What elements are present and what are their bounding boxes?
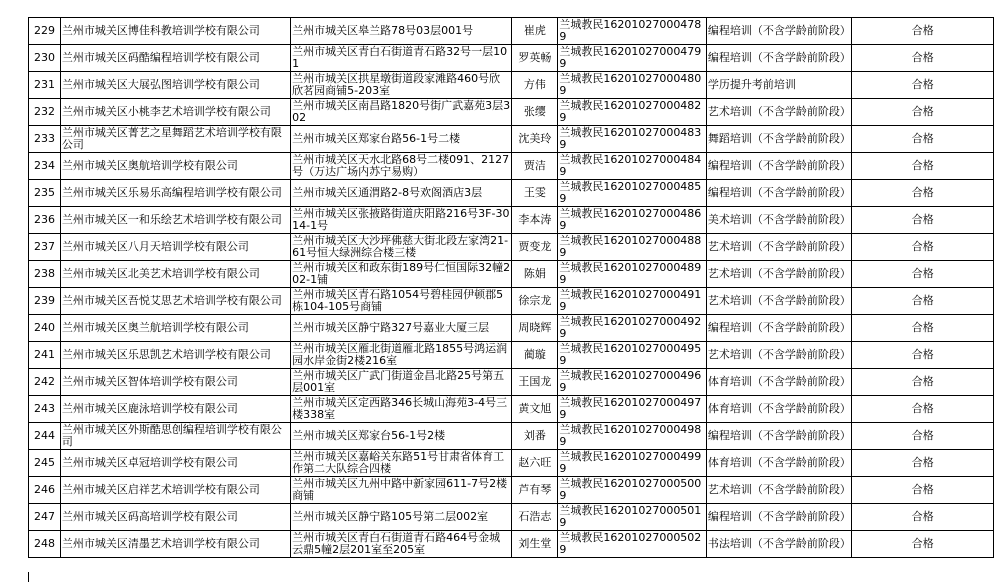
license-number-cell: 兰城教民162010270004849: [558, 153, 707, 180]
result-cell: 合格: [852, 288, 994, 315]
training-scope-cell: 编程培训（不含学龄前阶段）: [706, 153, 852, 180]
address-cell: 兰州市城关区通渭路2-8号欢阁酒店3层: [291, 180, 512, 207]
table-row: [29, 531, 994, 558]
address-cell: 兰州市城关区嘉峪关东路51号甘肃省体育工作第二大队综合四楼: [291, 450, 512, 477]
org-name-cell: 兰州市城关区智体培训学校有限公司: [60, 369, 290, 396]
license-number-cell: 兰城教民162010270004859: [558, 180, 707, 207]
org-name-cell: 兰州市城关区启祥艺术培训学校有限公司: [60, 477, 290, 504]
training-scope-cell: 学历提升考前培训: [706, 72, 852, 99]
license-number-cell: 兰城教民162010270004969: [558, 369, 707, 396]
result-cell: 合格: [852, 126, 994, 153]
license-number-cell: 兰城教民162010270004869: [558, 207, 707, 234]
license-number-cell: 兰城教民162010270005029: [558, 531, 707, 558]
legal-person-cell: 方伟: [512, 72, 558, 99]
legal-person-cell: 王雯: [512, 180, 558, 207]
license-number-cell: 兰城教民162010270004899: [558, 261, 707, 288]
table-row: [29, 261, 994, 288]
result-cell: 合格: [852, 369, 994, 396]
org-name-cell: 兰州市城关区奥兰航培训学校有限公司: [60, 315, 290, 342]
training-scope-cell: 美术培训（不含学龄前阶段）: [706, 207, 852, 234]
legal-person-cell: 沈美玲: [512, 126, 558, 153]
result-cell: 合格: [852, 45, 994, 72]
row-number-cell: 243: [29, 396, 61, 423]
training-scope-cell: 舞蹈培训（不含学龄前阶段）: [706, 126, 852, 153]
address-cell: 兰州市城关区南昌路1820号街广武嘉苑3层302: [292, 99, 511, 124]
training-scope-cell: 编程培训（不含学龄前阶段）: [706, 18, 852, 45]
address-cell: 兰州市城关区皋兰路78号03层001号: [291, 18, 512, 45]
org-name-cell: 兰州市城关区吾悦艾思艺术培训学校有限公司: [60, 288, 290, 315]
legal-person-cell: 陈娟: [512, 261, 558, 288]
training-scope-cell: 艺术培训（不含学龄前阶段）: [706, 99, 852, 126]
org-name-cell: 兰州市城关区大展弘图培训学校有限公司: [60, 72, 290, 99]
legal-person-cell: 蔺璇: [512, 342, 558, 369]
address-cell: 兰州市城关区定西路346长城山海苑3-4号三楼338室: [291, 396, 512, 423]
table-row: [29, 423, 994, 450]
license-number-cell: 兰城教民162010270005009: [558, 477, 707, 504]
table-row: [29, 207, 994, 234]
legal-person-cell: 徐宗龙: [512, 288, 558, 315]
address-cell: 兰州市城关区拱星墩街道段家滩路460号欣欣茗园商铺5-203室: [291, 72, 512, 99]
training-scope-cell: 编程培训（不含学龄前阶段）: [706, 180, 852, 207]
license-number-cell: 兰城教民162010270004979: [558, 396, 707, 423]
result-cell: 合格: [852, 207, 994, 234]
table-row: [29, 153, 994, 180]
table-row: [29, 288, 994, 315]
result-cell: 合格: [852, 18, 994, 45]
legal-person-cell: 刘生堂: [512, 531, 558, 558]
table-row: [29, 450, 994, 477]
result-cell: 合格: [852, 531, 994, 558]
result-cell: 合格: [852, 396, 994, 423]
legal-person-cell: 黄文旭: [512, 396, 558, 423]
legal-person-cell: 李本涛: [512, 207, 558, 234]
row-number-cell: 233: [29, 126, 61, 153]
table-row: [29, 72, 994, 99]
training-scope-cell: 艺术培训（不含学龄前阶段）: [706, 477, 852, 504]
license-number-cell: 兰城教民162010270004809: [558, 72, 707, 99]
row-number-cell: 236: [29, 207, 61, 234]
org-name-cell: 兰州市城关区八月天培训学校有限公司: [60, 234, 290, 261]
row-number-cell: 238: [29, 261, 61, 288]
legal-person-cell: 罗英畅: [512, 45, 558, 72]
license-number-cell: 兰城教民162010270005019: [558, 504, 707, 531]
row-number-cell: 232: [29, 99, 61, 126]
address-cell: 兰州市城关区郑家台路56-1号二楼: [291, 126, 512, 153]
row-number-cell: 237: [29, 234, 61, 261]
legal-person-cell: 王国龙: [512, 369, 558, 396]
result-cell: 合格: [852, 504, 994, 531]
table-row: [29, 99, 994, 126]
org-name-cell: 兰州市城关区清墨艺术培训学校有限公司: [60, 531, 290, 558]
result-cell: 合格: [852, 477, 994, 504]
result-cell: 合格: [852, 423, 994, 450]
result-cell: 合格: [852, 261, 994, 288]
legal-person-cell: 贾洁: [512, 153, 558, 180]
row-number-cell: 246: [29, 477, 61, 504]
row-number-cell: 242: [29, 369, 61, 396]
license-number-cell: 兰城教民162010270004989: [558, 423, 707, 450]
row-number-cell: 230: [29, 45, 61, 72]
table-row: [29, 234, 994, 261]
address-cell: 兰州市城关区九州中路中新家园611-7号2楼商铺: [291, 477, 512, 504]
org-name-cell: 兰州市城关区乐易乐高编程培训学校有限公司: [60, 180, 290, 207]
training-scope-cell: 编程培训（不含学龄前阶段）: [706, 315, 852, 342]
address-cell: 兰州市城关区天水北路68号二楼091、2127号（万达广场内苏宁易购）: [291, 153, 512, 180]
org-name-cell: 兰州市城关区博佳科教培训学校有限公司: [60, 18, 290, 45]
table-row: [29, 396, 994, 423]
result-cell: 合格: [852, 234, 994, 261]
row-number-cell: 247: [29, 504, 61, 531]
training-scope-cell: 编程培训（不含学龄前阶段）: [706, 423, 852, 450]
legal-person-cell: 贾变龙: [512, 234, 558, 261]
result-cell: 合格: [852, 72, 994, 99]
address-cell: 兰州市城关区青白石街道青石路32号一层101: [291, 45, 512, 72]
license-number-cell: 兰城教民162010270004929: [558, 315, 707, 342]
legal-person-cell: 赵六旺: [512, 450, 558, 477]
result-cell: 合格: [852, 153, 994, 180]
training-scope-cell: 编程培训（不含学龄前阶段）: [706, 504, 852, 531]
address-cell: 兰州市城关区青石路1054号碧桂园伊顿郡5栋104-105号商铺: [291, 288, 512, 315]
license-number-cell: 兰城教民162010270004919: [558, 288, 707, 315]
org-name-cell: 兰州市城关区一和乐绘艺术培训学校有限公司: [60, 207, 290, 234]
license-number-cell: 兰城教民162010270004799: [558, 45, 707, 72]
org-name-cell: 兰州市城关区外斯酷思创编程培训学校有限公司: [60, 423, 290, 450]
row-number-cell: 244: [29, 423, 61, 450]
license-number-cell: 兰城教民162010270004789: [558, 18, 707, 45]
address-cell: 兰州市城关区郑家台56-1号2楼: [291, 423, 512, 450]
legal-person-cell: 刘番: [512, 423, 558, 450]
table-row: [29, 126, 994, 153]
row-number-cell: 234: [29, 153, 61, 180]
legal-person-cell: 周晓辉: [512, 315, 558, 342]
row-number-cell: 240: [29, 315, 61, 342]
row-number-cell: 248: [29, 531, 61, 558]
training-scope-cell: 体育培训（不含学龄前阶段）: [706, 369, 852, 396]
training-scope-cell: 体育培训（不含学龄前阶段）: [706, 396, 852, 423]
row-number-cell: 239: [29, 288, 61, 315]
org-name-cell: 兰州市城关区北美艺术培训学校有限公司: [60, 261, 290, 288]
org-name-cell: 兰州市城关区奥航培训学校有限公司: [60, 153, 290, 180]
address-cell: 兰州市城关区大沙坪佛慈大街北段左家湾21-61号恒大绿洲综合楼三楼: [291, 234, 512, 261]
org-name-cell: 兰州市城关区卓冠培训学校有限公司: [60, 450, 290, 477]
license-number-cell: 兰城教民162010270004839: [558, 126, 707, 153]
org-name-cell: 兰州市城关区乐思凯艺术培训学校有限公司: [60, 342, 290, 369]
address-cell: 兰州市城关区静宁路105号第二层002室: [291, 504, 512, 531]
row-number-cell: 229: [29, 18, 61, 45]
result-cell: 合格: [852, 450, 994, 477]
license-number-cell: 兰城教民162010270004889: [558, 234, 707, 261]
training-scope-cell: 编程培训（不含学龄前阶段）: [706, 45, 852, 72]
address-cell: 兰州市城关区广武门街道金昌北路25号第五层001室: [291, 369, 512, 396]
license-number-cell: 兰城教民162010270004999: [558, 450, 707, 477]
legal-person-cell: 芦有琴: [512, 477, 558, 504]
result-cell: 合格: [852, 315, 994, 342]
address-cell: 兰州市城关区和政东街189号仁恒国际32幢202-1铺: [292, 261, 511, 286]
row-number-cell: 235: [29, 180, 61, 207]
table-row: [29, 45, 994, 72]
result-cell: 合格: [852, 99, 994, 126]
address-cell: 兰州市城关区青白石街道青石路464号金城云鼎5幢2层201室至205室: [291, 531, 512, 558]
address-cell: 兰州市城关区张掖路街道庆阳路216号3F-3014-1号: [291, 207, 512, 234]
result-cell: 合格: [852, 342, 994, 369]
address-cell: 兰州市城关区雁北街道雁北路1855号鸿运润园水岸金街2楼216室: [291, 342, 512, 369]
org-name-cell: 兰州市城关区小桃李艺术培训学校有限公司: [60, 99, 290, 126]
training-scope-cell: 艺术培训（不含学龄前阶段）: [706, 234, 852, 261]
row-number-cell: 241: [29, 342, 61, 369]
license-number-cell: 兰城教民162010270004959: [558, 342, 707, 369]
table-row: [29, 477, 994, 504]
table-continuation: [28, 572, 994, 582]
training-scope-cell: 艺术培训（不含学龄前阶段）: [706, 342, 852, 369]
legal-person-cell: 张缨: [512, 99, 558, 126]
row-number-cell: 231: [29, 72, 61, 99]
training-scope-cell: 书法培训（不含学龄前阶段）: [706, 531, 852, 558]
legal-person-cell: 崔虎: [512, 18, 558, 45]
result-cell: 合格: [852, 180, 994, 207]
org-name-cell: 兰州市城关区鹿泳培训学校有限公司: [60, 396, 290, 423]
training-scope-cell: 体育培训（不含学龄前阶段）: [706, 450, 852, 477]
row-number-cell: 245: [29, 450, 61, 477]
table-row: [29, 315, 994, 342]
license-number-cell: 兰城教民162010270004829: [558, 99, 707, 126]
address-cell: 兰州市城关区静宁路327号嘉业大厦三层: [291, 315, 512, 342]
training-scope-cell: 艺术培训（不含学龄前阶段）: [706, 288, 852, 315]
table-row: [29, 18, 994, 45]
training-scope-cell: 艺术培训（不含学龄前阶段）: [706, 261, 852, 288]
legal-person-cell: 石浩志: [512, 504, 558, 531]
table-row: [29, 504, 994, 531]
table-row: [29, 342, 994, 369]
org-name-cell: 兰州市城关区码酷编程培训学校有限公司: [60, 45, 290, 72]
table-row: [29, 369, 994, 396]
org-name-cell: 兰州市城关区码高培训学校有限公司: [60, 504, 290, 531]
inspection-table: [28, 17, 994, 558]
org-name-cell: 兰州市城关区菁艺之星舞蹈艺术培训学校有限公司: [60, 126, 290, 153]
table-row: [29, 180, 994, 207]
